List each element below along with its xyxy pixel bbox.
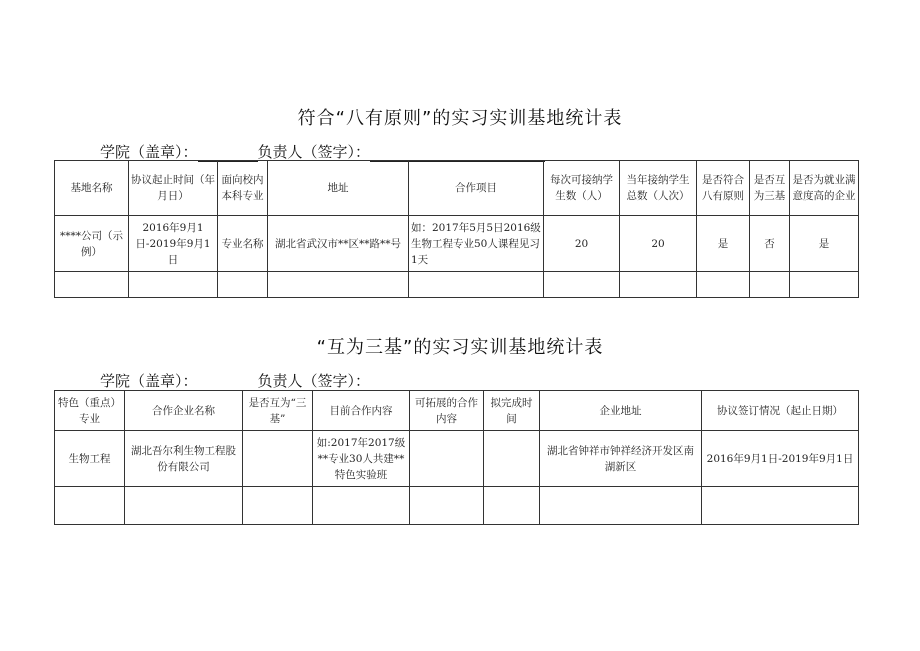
- header-cell: 合作项目: [409, 161, 544, 216]
- header-cell: 可拓展的合作内容: [410, 391, 484, 431]
- header-cell: 拟完成时间: [484, 391, 540, 431]
- table-cell: [243, 431, 313, 487]
- empty-cell[interactable]: [484, 487, 540, 525]
- college-stamp-blank[interactable]: [198, 376, 258, 391]
- table-cell: 湖北省武汉市**区**路**号: [268, 216, 409, 272]
- person-sign-blank[interactable]: [370, 376, 545, 391]
- table-cell: 否: [750, 216, 790, 272]
- table-cell: 生物工程: [55, 431, 125, 487]
- table-row-empty: [55, 487, 859, 525]
- empty-cell[interactable]: [243, 487, 313, 525]
- table-cell: 是: [697, 216, 750, 272]
- table2-sign-row: [100, 370, 545, 391]
- header-cell: 当年接纳学生总数（人次）: [620, 161, 697, 216]
- empty-cell[interactable]: [540, 487, 702, 525]
- empty-cell[interactable]: [55, 487, 125, 525]
- empty-cell[interactable]: [218, 272, 268, 298]
- table-cell: ****公司（示例）: [55, 216, 129, 272]
- empty-cell[interactable]: [750, 272, 790, 298]
- table-cell: [484, 431, 540, 487]
- table-cell: 如:2017年2017级**专业30人共建**特色实验班: [313, 431, 410, 487]
- table2-title: “互为三基”的实习实训基地统计表: [316, 337, 604, 358]
- table2-header-row: [55, 391, 859, 431]
- empty-cell[interactable]: [125, 487, 243, 525]
- table-row: [55, 431, 859, 487]
- table1-title: 符合“八有原则”的实习实训基地统计表: [297, 108, 623, 129]
- person-sign-label: 负责人（签字）：: [257, 372, 371, 390]
- table1-header-row: [55, 161, 859, 216]
- table-cell: 20: [620, 216, 697, 272]
- college-stamp-label: 学院（盖章）：: [100, 143, 198, 161]
- empty-cell[interactable]: [313, 487, 410, 525]
- person-sign-label: 负责人（签字）：: [257, 143, 371, 161]
- header-cell: 是否为就业满意度高的企业: [790, 161, 859, 216]
- header-cell: 地址: [268, 161, 409, 216]
- empty-cell[interactable]: [129, 272, 218, 298]
- header-cell: 是否符合八有原则: [697, 161, 750, 216]
- header-cell: 目前合作内容: [313, 391, 410, 431]
- header-cell: 每次可接纳学生数（人）: [544, 161, 620, 216]
- table-row: [55, 216, 859, 272]
- header-cell: 协议签订情况（起止日期）: [702, 391, 859, 431]
- header-cell: 是否互为“三基”: [243, 391, 313, 431]
- header-cell: 协议起止时间（年月日）: [129, 161, 218, 216]
- empty-cell[interactable]: [410, 487, 484, 525]
- header-cell: 面向校内本科专业: [218, 161, 268, 216]
- header-cell: 是否互为三基: [750, 161, 790, 216]
- header-cell: 企业地址: [540, 391, 702, 431]
- header-cell: 特色（重点）专业: [55, 391, 125, 431]
- empty-cell[interactable]: [544, 272, 620, 298]
- table1: [54, 160, 859, 298]
- empty-cell[interactable]: [620, 272, 697, 298]
- table-cell: 20: [544, 216, 620, 272]
- table-cell: 2016年9月1日-2019年9月1日: [129, 216, 218, 272]
- table-cell: 2016年9月1日-2019年9月1日: [702, 431, 859, 487]
- table2: [54, 390, 859, 525]
- empty-cell[interactable]: [702, 487, 859, 525]
- table-cell: 如：2017年5月5日2016级生物工程专业50人课程见习1天: [409, 216, 544, 272]
- table-cell: 专业名称: [218, 216, 268, 272]
- table-cell: 是: [790, 216, 859, 272]
- empty-cell[interactable]: [55, 272, 129, 298]
- empty-cell[interactable]: [409, 272, 544, 298]
- empty-cell[interactable]: [697, 272, 750, 298]
- header-cell: 合作企业名称: [125, 391, 243, 431]
- header-cell: 基地名称: [55, 161, 129, 216]
- table-cell: 湖北省钟祥市钟祥经济开发区南湖新区: [540, 431, 702, 487]
- table-row-empty: [55, 272, 859, 298]
- empty-cell[interactable]: [268, 272, 409, 298]
- table1-sign-row: [100, 141, 545, 162]
- table-cell: [410, 431, 484, 487]
- college-stamp-label: 学院（盖章）：: [100, 372, 198, 390]
- table-cell: 湖北吾尔利生物工程股份有限公司: [125, 431, 243, 487]
- empty-cell[interactable]: [790, 272, 859, 298]
